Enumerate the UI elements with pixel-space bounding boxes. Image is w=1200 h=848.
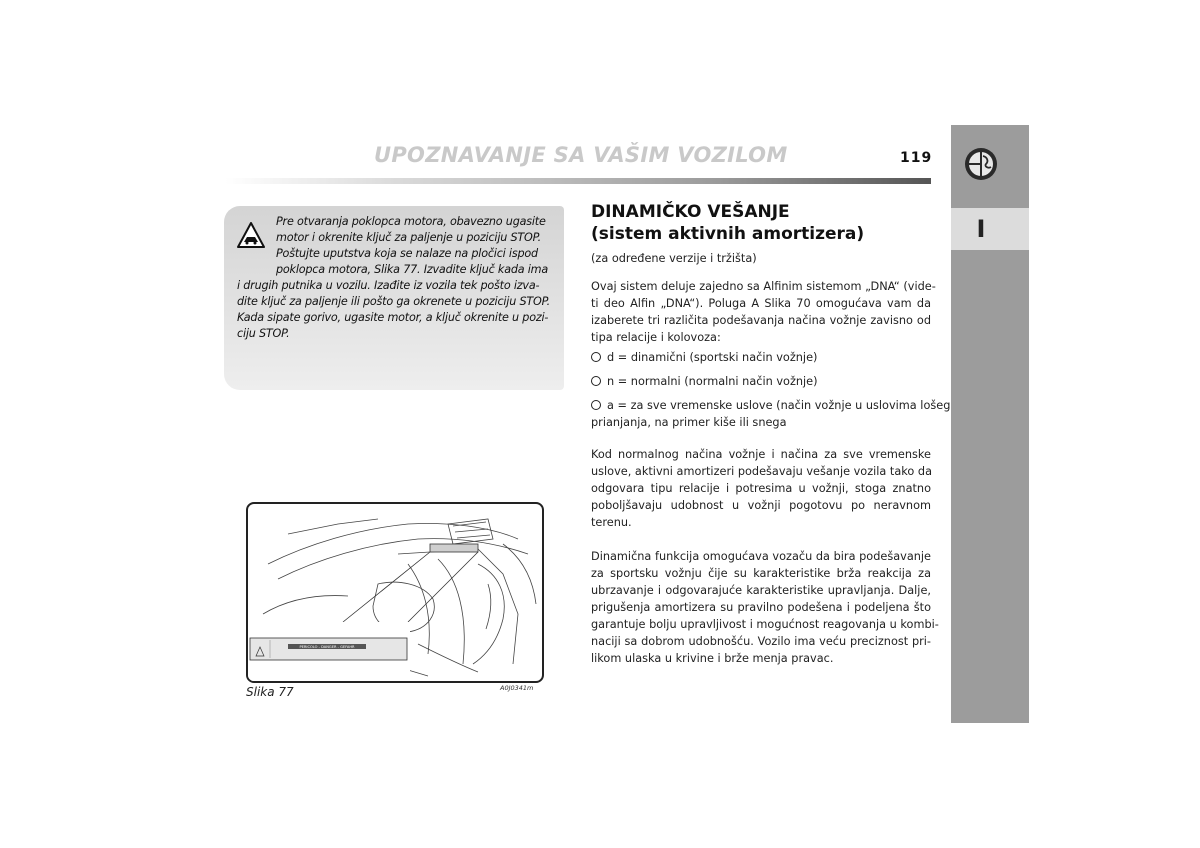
page-number: 119	[900, 150, 933, 166]
paragraph-line: izaberete tri različita podešavanja načina vožnje zavisno od	[591, 314, 931, 327]
engine-bay-figure	[246, 502, 544, 683]
warning-text-line: Poštujte uputstva koja se nalaze na pločici ispod	[276, 247, 538, 260]
paragraph-line: odgovara tipu relacije i potresima u vožnji, stoga znatno	[591, 482, 931, 495]
paragraph-line: Ovaj sistem deluje zajedno sa Alfinim sistemom „DNA“ (vide-	[591, 280, 936, 293]
paragraph-line: ubrzavanje i odgovarajuće karakteristike upravljanja. Dalje,	[591, 584, 931, 597]
warning-text-line: motor i okrenite ključ za paljenje u poziciju STOP.	[276, 231, 541, 244]
chapter-side-tab	[951, 125, 1029, 723]
list-item	[591, 351, 817, 364]
availability-note: (za određene verzije i tržišta)	[591, 252, 757, 265]
list-item-text: n = normalni (normalni način vožnje)	[607, 375, 818, 388]
section-indicator	[951, 208, 1029, 250]
figure-code: A0J0341m	[500, 684, 534, 692]
warning-text-line: ciju STOP.	[237, 327, 290, 340]
paragraph-line: Dinamična funkcija omogućava vozaču da bira podešavanje	[591, 550, 931, 563]
list-item	[591, 375, 818, 388]
hood-label-text: PERICOLO - DANGER - GEFAHR	[299, 645, 355, 650]
warning-triangle-icon	[237, 222, 265, 248]
warning-text-line: Kada sipate gorivo, ugasite motor, a ključ okrenite u pozi-	[237, 311, 549, 324]
section-heading: DINAMIČKO VEŠANJE	[591, 202, 790, 222]
engine-hood-illustration	[248, 504, 542, 681]
bullet-circle-icon	[591, 400, 601, 410]
section-label: I	[976, 215, 986, 243]
chapter-title: UPOZNAVANJE SA VAŠIM VOZILOM	[374, 143, 788, 167]
list-item-text: d = dinamični (sportski način vožnje)	[607, 351, 818, 364]
paragraph-line: ti deo Alfin „DNA“). Poluga A Slika 70 omogućava vam da	[591, 297, 931, 310]
bullet-circle-icon	[591, 376, 601, 386]
paragraph-line: naciji sa dobrom udobnošću. Vozilo ima veću preciznost pri-	[591, 635, 931, 648]
paragraph-line: uslove, aktivni amortizeri podešavaju vešanje vozila tako da	[591, 465, 933, 478]
warning-text-line: poklopca motora, Slika 77. Izvadite ključ kada ima	[276, 263, 549, 276]
alfa-romeo-logo-icon	[964, 147, 998, 181]
section-subheading: (sistem aktivnih amortizera)	[591, 224, 865, 244]
figure-caption: Slika 77	[246, 685, 294, 699]
paragraph-line: poboljšavaju udobnost u vožnji pogotovu po neravnom	[591, 499, 931, 512]
paragraph-line: za sportsku vožnju čije su karakteristike brža reakcija za	[591, 567, 931, 580]
list-item	[591, 399, 950, 412]
header-divider	[225, 178, 931, 184]
logo-box	[951, 125, 1029, 205]
list-item-text: a = za sve vremenske uslove (način vožnje u uslovima lošeg	[607, 399, 951, 412]
paragraph-line: tipa relacije i kolovoza:	[591, 331, 721, 344]
list-item-continuation: prianjanja, na primer kiše ili snega	[591, 416, 787, 429]
warning-text-line: dite ključ za paljenje ili pošto ga okrenete u poziciju STOP.	[237, 295, 550, 308]
paragraph-line: likom ulaska u krivine i brže menja pravac.	[591, 652, 834, 665]
paragraph-line: garantuje bolju upravljivost i mogućnost reagovanja u kombi-	[591, 618, 939, 631]
warning-box	[224, 206, 564, 390]
paragraph-line: terenu.	[591, 516, 632, 529]
paragraph-line: Kod normalnog načina vožnje i načina za sve vremenske	[591, 448, 931, 461]
warning-text-line: i drugih putnika u vozilu. Izađite iz vozila tek pošto izva-	[237, 279, 540, 292]
warning-text-line: Pre otvaranja poklopca motora, obavezno ugasite	[276, 215, 546, 228]
paragraph-line: prigušenja amortizera su pravilno podešena i podeljena što	[591, 601, 931, 614]
bullet-circle-icon	[591, 352, 601, 362]
